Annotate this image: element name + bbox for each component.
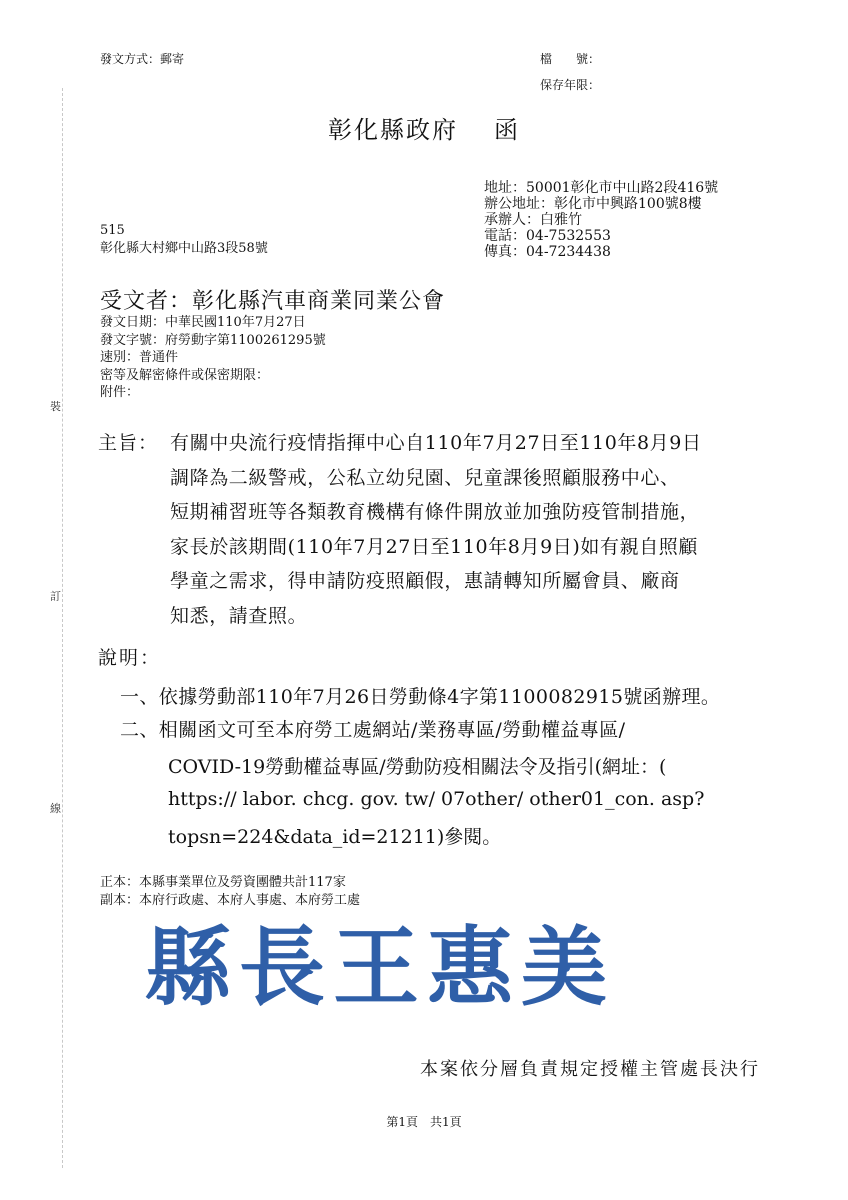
fax: 傳真：04-7234438 bbox=[484, 244, 611, 260]
subject-line: 學童之需求，得申請防疫照顧假，惠請轉知所屬會員、廠商 bbox=[170, 570, 680, 592]
explanation-item-2: 二、相關函文可至本府勞工處網站/業務專區/勞動權益專區/ bbox=[120, 719, 626, 741]
subject-body bbox=[170, 426, 702, 633]
recipient: 受文者：彰化縣汽車商業同業公會 bbox=[100, 289, 446, 314]
speed-class: 速別：普通件 bbox=[100, 350, 179, 365]
retention-period: 保存年限： bbox=[540, 78, 601, 92]
phone: 電話：04-7532553 bbox=[484, 228, 611, 244]
explanation-label: 說明： bbox=[98, 647, 162, 669]
sender-contact-block bbox=[484, 180, 718, 260]
postal-code: 515 bbox=[100, 223, 125, 238]
binding-mark-zhuang: 裝 bbox=[50, 400, 61, 413]
document-number: 發文字號：府勞動字第1100261295號 bbox=[100, 332, 326, 348]
binding-line bbox=[62, 88, 63, 1168]
handler: 承辦人：白雅竹 bbox=[484, 212, 582, 228]
explanation-item-2-line: COVID-19勞動權益專區/勞動防疫相關法令及指引(網址：( bbox=[168, 756, 667, 778]
signature-stamp bbox=[140, 905, 620, 1015]
file-number: 檔 號： bbox=[540, 52, 601, 66]
office-address: 辦公地址：彰化市中興路100號8樓 bbox=[484, 196, 702, 212]
subject-line: 調降為二級警戒，公私立幼兒園、兒童課後照顧服務中心、 bbox=[170, 466, 680, 489]
recipient-address: 彰化縣大村鄉中山路3段58號 bbox=[100, 241, 268, 256]
subject-line: 知悉，請查照。 bbox=[170, 604, 308, 627]
original-recipients: 正本：本縣事業單位及勞資團體共計117家 bbox=[100, 875, 346, 890]
title-doctype: 函 bbox=[494, 116, 520, 144]
document-title bbox=[0, 110, 848, 145]
binding-mark-xian: 線 bbox=[50, 802, 61, 815]
secrecy-level: 密等及解密條件或保密期限： bbox=[100, 367, 270, 383]
attachment: 附件： bbox=[100, 385, 140, 400]
authorization-note: 本案依分層負責規定授權主管處長決行 bbox=[420, 1059, 760, 1080]
copy-recipients: 副本：本府行政處、本府人事處、本府勞工處 bbox=[100, 893, 361, 908]
title-org: 彰化縣政府 bbox=[328, 116, 458, 144]
page-number: 第1頁 共1頁 bbox=[386, 1115, 462, 1129]
signature-text: 縣長王惠美 bbox=[145, 917, 615, 1015]
subject-line: 有關中央流行疫情指揮中心自110年7月27日至110年8月9日 bbox=[170, 432, 702, 454]
sender-address: 地址：50001彰化市中山路2段416號 bbox=[484, 180, 719, 196]
subject-label: 主旨： bbox=[98, 432, 159, 454]
subject-line: 家長於該期間(110年7月27日至110年8月9日)如有親自照顧 bbox=[170, 535, 698, 558]
explanation-item-2-url: https:// labor. chcg. gov. tw/ 07other/ other01_con. asp? bbox=[168, 788, 705, 810]
send-method: 發文方式：郵寄 bbox=[100, 52, 185, 66]
recipient-address-block bbox=[100, 222, 268, 258]
explanation-item-2-line: topsn=224&data_id=21211)參閱。 bbox=[168, 826, 502, 848]
subject-line: 短期補習班等各類教育機構有條件開放並加強防疫管制措施， bbox=[170, 501, 700, 523]
issue-date: 發文日期：中華民國110年7月27日 bbox=[100, 315, 306, 330]
document-meta bbox=[100, 314, 326, 402]
binding-mark-ding: 訂 bbox=[50, 590, 61, 603]
explanation-item-1: 一、依據勞動部110年7月26日勞動條4字第1100082915號函辦理。 bbox=[120, 686, 721, 708]
